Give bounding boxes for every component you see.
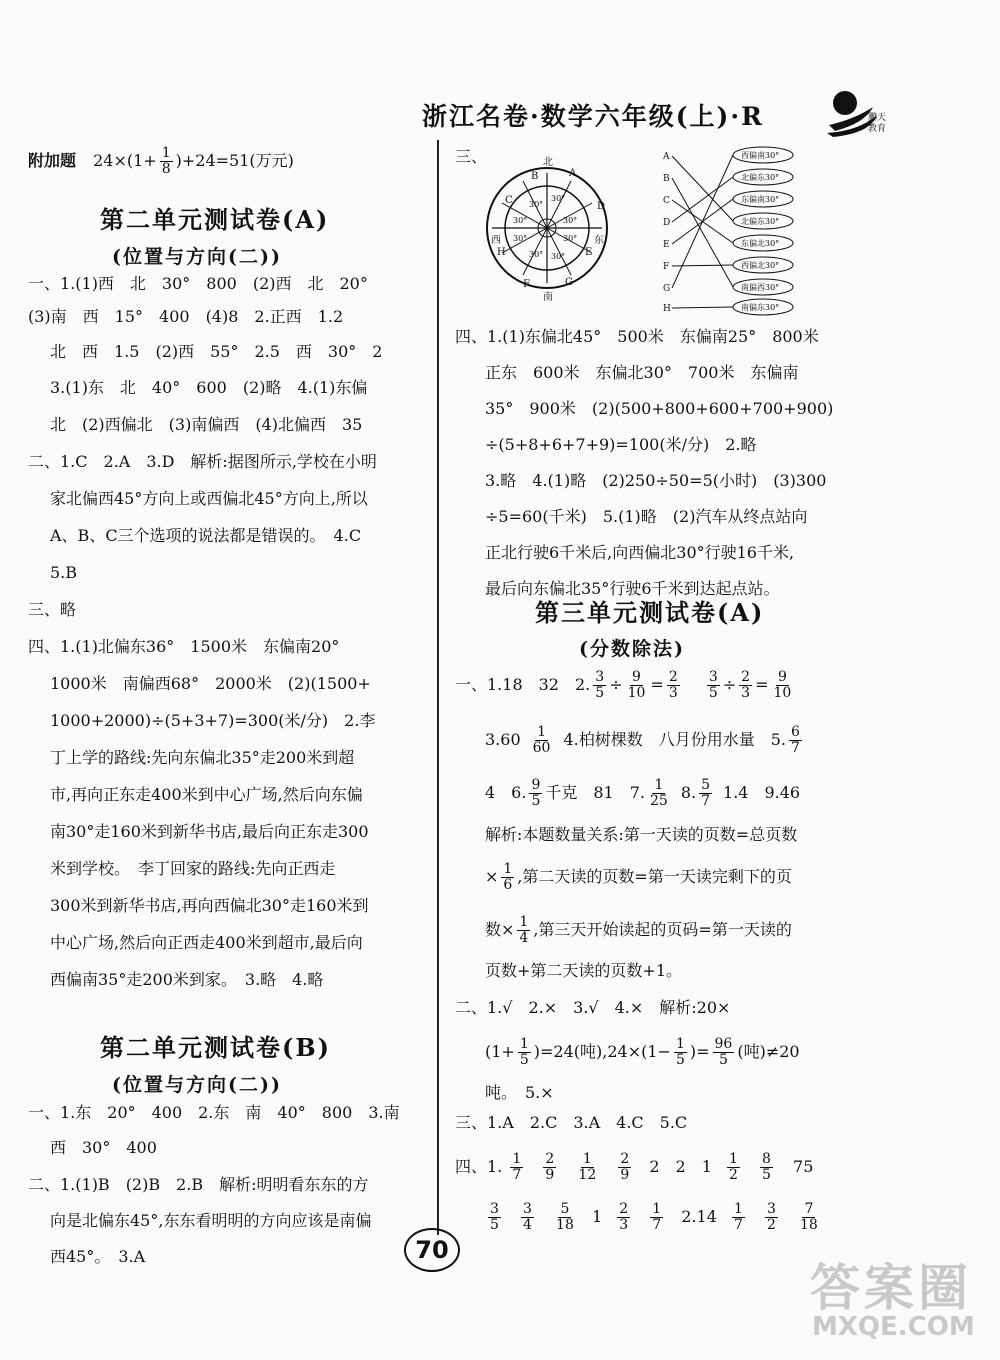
section-title-2b: 第二单元测试卷(B) [100,1033,331,1062]
text-line: 5.B [50,563,78,582]
text-line: 西 30° 400 [50,1138,157,1157]
text-line: ÷5=60(千米) 5.(1)略 (2)汽车从终点站向 [485,507,808,526]
text-line: 西45°。 3.A [50,1247,146,1266]
answer-row: (1+ $\frac{1}{5}$ )=24(吨),24×(1− $\frac{1}{5}$ )= $\frac{96}{5}$ (吨)≠20 [485,1036,800,1068]
text-line: 正东 600米 东偏北30° 700米 东偏南 [485,363,799,382]
match-label: 南偏西30° [741,283,780,292]
text-line: 南30°走160米到新华书店,最后向正东走300 [50,822,369,841]
match-label: 西偏南30° [741,151,780,160]
match-letter: G [663,284,671,294]
text-line: 一、1.东 20° 400 2.东 南 40° 800 3.南 [28,1103,400,1122]
match-letter: F [663,262,670,272]
text-line: 最后向东偏北35°行驶6千米到达起点站。 [485,579,780,598]
text-line: 丁上学的路线:先向东偏北35°走200米到超 [50,748,355,767]
text-line: 一、1.(1)西 北 30° 800 (2)西 北 20° [28,274,368,293]
watermark-text: 答案圈 [810,1259,972,1317]
angle-label: 30° [551,252,566,261]
watermark-url: MXQE.COM [812,1312,975,1342]
text-line: ÷(5+8+6+7+9)=100(米/分) 2.略 [485,435,757,454]
match-label: 北偏东30° [741,217,780,226]
compass-point: C [505,195,513,206]
fraction: $\frac{1}{8}$ [161,145,171,177]
answer-row: 一、1.18 32 2. $\frac{3}{5}$ ÷ $\frac{9}{10}$ = $\frac{2}{3}$ $\frac{3}{5}$ ÷ $\frac{2}{3}$ = $\frac{9}{10}$ [455,669,792,701]
logo-text: 鹏天教育 [868,113,887,134]
text-line: 中心广场,然后向正西走400米到超市,最后向 [50,933,363,952]
answer-row: 四、1. $\frac{1}{7}$ $\frac{2}{9}$ $\frac{1}{12}$ $\frac{2}{9}$ 2 2 1 $\frac{1}{2}$ $\frac{8}{5}$ 75 [455,1151,814,1183]
section-3-label: 三、 [455,147,488,166]
text-line: 三、略 [28,600,77,619]
match-label: 东偏南30° [741,195,780,204]
bonus-label: 附加题 [28,151,77,170]
bonus-line: 附加题 24×(1+ $\frac{1}{8}$ )+24=51(万元) [28,145,294,177]
match-label: 北偏东30° [741,173,780,182]
text-line: 四、1.(1)东偏北45° 500米 东偏南25° 800米 [455,327,819,346]
compass-west: 西 [491,235,501,246]
text-line: 北 西 1.5 (2)西 55° 2.5 西 30° 2 [50,342,383,361]
answer-row: $\frac{3}{5}$ $\frac{3}{4}$ $\frac{5}{18}$ 1 $\frac{2}{3}$ $\frac{1}{7}$ 2.14 $\frac{1}{7}$ $\frac{3}{2}$ $\frac{7}{18}$ [490,1201,818,1233]
compass-point: G [565,277,573,288]
text-line: 1000+2000)÷(5+3+7)=300(米/分) 2.李 [50,711,376,730]
section-subtitle-3a: (分数除法) [579,638,685,660]
text-line: 页数+第二天读的页数+1。 [485,961,682,980]
compass-point: E [585,247,593,258]
section-subtitle-2a: (位置与方向(二)) [112,246,282,268]
match-letter: A [663,152,670,162]
answer-row: 3.60 $\frac{1}{60}$ 4.柏树棵数 八月份用水量 5. $\frac{6}{7}$ [485,724,800,756]
match-letter: H [663,304,671,314]
section-title-3a: 第三单元测试卷(A) [535,598,765,627]
angle-label: 30° [551,194,566,203]
compass-point: B [531,171,539,182]
text-line: 米到学校。 李丁回家的路线:先向正西走 [50,859,336,878]
text-line: 解析:本题数量关系:第一天读的页数=总页数 [485,825,798,844]
text-line: 二、1.√ 2.× 3.√ 4.× 解析:20× [455,998,731,1017]
watermark [800,1248,990,1348]
angle-label: 30° [529,200,544,209]
section-title-2a: 第二单元测试卷(A) [100,205,330,234]
header-title: 浙江名卷·数学六年级(上)·R [422,102,764,131]
text-line: 3.(1)东 北 40° 600 (2)略 4.(1)东偏 [50,378,368,397]
compass-point: H [497,247,506,258]
angle-label: 30° [563,216,578,225]
compass-east: 东 [594,235,604,246]
angle-label: 30° [563,234,578,243]
compass-point: A [569,168,577,179]
text-line: 北 (2)西偏北 (3)南偏西 (4)北偏西 35 [50,415,363,434]
text-line: 1000米 南偏西68° 2000米 (2)(1500+ [50,674,371,693]
compass-point: D [597,201,606,212]
match-letter: B [663,174,670,184]
text-line: 吨。 5.× [485,1083,554,1102]
answer-row: 数× $\frac{1}{4}$ ,第三天开始读起的页码=第一天读的 [485,914,792,946]
angle-label: 30° [529,250,544,259]
angle-label: 30° [513,234,528,243]
column-divider [437,140,439,1235]
compass-south: 南 [543,292,553,303]
answer-row: × $\frac{1}{6}$ ,第二天读的页数=第一天读完剩下的页 [485,861,792,893]
text-line: 正北行驶6千米后,向西偏北30°行驶16千米, [485,543,795,562]
text-line: 三、1.A 2.C 3.A 4.C 5.C [455,1113,688,1132]
text-line: 市,再向正东走400米到中心广场,然后向东偏 [50,785,363,804]
text-line: 向是北偏东45°,东东看明明的方向应该是南偏 [50,1211,372,1230]
text-line: 家北偏西45°方向上或西偏北45°方向上,所以 [50,489,368,508]
section-subtitle-2b: (位置与方向(二)) [112,1074,282,1096]
text-line: 二、1.C 2.A 3.D 解析:据图所示,学校在小明 [28,452,377,471]
match-label: 西偏北30° [741,261,780,270]
compass-matching-diagram [485,143,830,318]
answer-row: 4 6. $\frac{9}{5}$ 千克 81 7. $\frac{1}{25}$ 8. $\frac{5}{7}$ 1.4 9.46 [485,777,801,809]
text-line: A、B、C三个选项的说法都是错误的。 4.C [50,526,362,545]
text-line: 西偏南35°走200米到家。 3.略 4.略 [50,970,324,989]
match-letter: D [663,218,671,228]
text-line: 二、1.(1)B (2)B 2.B 解析:明明看东东的方 [28,1175,369,1194]
text-line: 35° 900米 (2)(500+800+600+700+900) [485,399,834,418]
text-line: 3.略 4.(1)略 (2)250÷50=5(小时) (3)300 [485,471,827,490]
match-label: 东偏北30° [741,239,780,248]
page-header [410,95,830,131]
text-line: 300米到新华书店,再向西偏北30°走160米到 [50,896,369,915]
text-line: 四、1.(1)北偏东36° 1500米 东偏南20° [28,637,340,656]
match-letter: E [663,240,670,250]
text-line: (3)南 西 15° 400 (4)8 2.正西 1.2 [28,307,344,326]
match-letter: C [663,196,670,206]
compass-point: F [523,279,530,290]
compass-north: 北 [543,157,553,168]
angle-label: 30° [513,216,528,225]
match-label: 南偏东30° [741,303,780,312]
page-number: 70 [404,1228,460,1272]
